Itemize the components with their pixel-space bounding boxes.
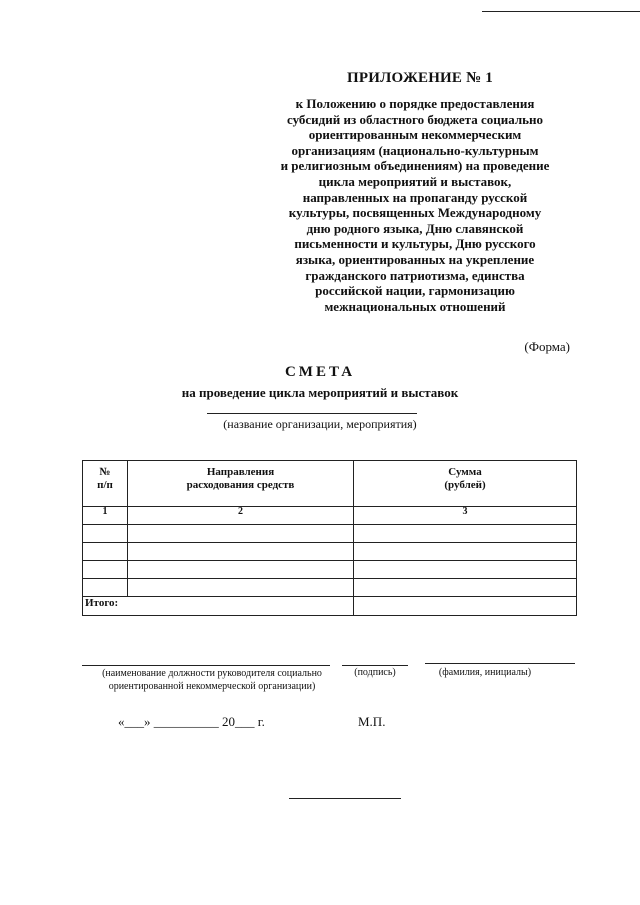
header-expense-direction: Направления расходования средств <box>128 461 354 507</box>
appendix-description <box>240 96 590 314</box>
table-row <box>83 543 577 561</box>
table-cell[interactable] <box>83 525 128 543</box>
appendix-line: российской нации, гармонизацию <box>315 283 515 299</box>
appendix-line: организациям (национально-культурным <box>291 142 539 158</box>
table-cell[interactable] <box>128 525 354 543</box>
column-number-row <box>83 507 577 525</box>
total-row <box>83 597 577 616</box>
appendix-line: субсидий из областного бюджета социально <box>286 111 543 127</box>
table-row <box>83 561 577 579</box>
date-field[interactable]: «___» __________ 20___ г. <box>118 714 265 729</box>
appendix-line: межнациональных отношений <box>324 298 506 314</box>
position-field[interactable] <box>82 665 330 666</box>
appendix-line: культуры, посвященных Международному <box>288 205 542 221</box>
table-cell[interactable] <box>354 561 577 579</box>
table-row <box>83 579 577 597</box>
top-edge-rule <box>482 11 640 12</box>
full-name-field[interactable] <box>425 663 575 664</box>
table-cell[interactable] <box>83 561 128 579</box>
full-name-caption: (фамилия, инициалы) <box>438 667 532 678</box>
appendix-line: ориентированным некоммерческим <box>308 127 522 143</box>
document-subtitle: на проведение цикла мероприятий и выставок <box>181 385 459 400</box>
column-number: 2 <box>128 507 354 525</box>
header-number: № п/п <box>83 461 128 507</box>
organization-name-caption: (название организации, мероприятия) <box>223 417 417 431</box>
table-cell[interactable] <box>83 543 128 561</box>
appendix-line: языка, ориентированных на укрепление <box>295 251 535 267</box>
document-title: СМЕТА <box>284 364 356 380</box>
table-cell[interactable] <box>83 579 128 597</box>
stamp-label: М.П. <box>358 714 386 729</box>
table-cell[interactable] <box>128 543 354 561</box>
header-amount: Сумма (рублей) <box>354 461 577 507</box>
signature-caption: (подпись) <box>354 667 396 678</box>
appendix-line: к Положению о порядке предоставления <box>295 96 535 111</box>
appendix-line: и религиозным объединениям) на проведение <box>280 158 550 174</box>
table-row <box>83 525 577 543</box>
appendix-line: гражданского патриотизма, единства <box>305 267 525 283</box>
table-header-row <box>83 461 577 507</box>
appendix-line: направленных на пропаганду русской <box>302 189 528 205</box>
table-cell[interactable] <box>128 579 354 597</box>
appendix-line: цикла мероприятий и выставок, <box>318 173 512 189</box>
signature-field[interactable] <box>342 665 408 666</box>
total-label: Итого: <box>83 597 354 616</box>
organization-name-field[interactable] <box>207 413 417 414</box>
total-amount-cell[interactable] <box>354 597 577 616</box>
form-label: (Форма) <box>524 339 570 354</box>
estimate-table <box>82 460 577 616</box>
bottom-rule <box>289 798 401 799</box>
appendix-title: ПРИЛОЖЕНИЕ № 1 <box>346 70 494 86</box>
table-cell[interactable] <box>354 579 577 597</box>
appendix-line: дню родного языка, Дню славянской <box>306 220 524 236</box>
table-cell[interactable] <box>354 543 577 561</box>
appendix-line: письменности и культуры, Дню русского <box>294 236 536 252</box>
position-caption: (наименование должности руководителя социально ориентированной некоммерческой организации) <box>102 668 322 692</box>
table-cell[interactable] <box>128 561 354 579</box>
column-number: 3 <box>354 507 577 525</box>
column-number: 1 <box>83 507 128 525</box>
table-cell[interactable] <box>354 525 577 543</box>
